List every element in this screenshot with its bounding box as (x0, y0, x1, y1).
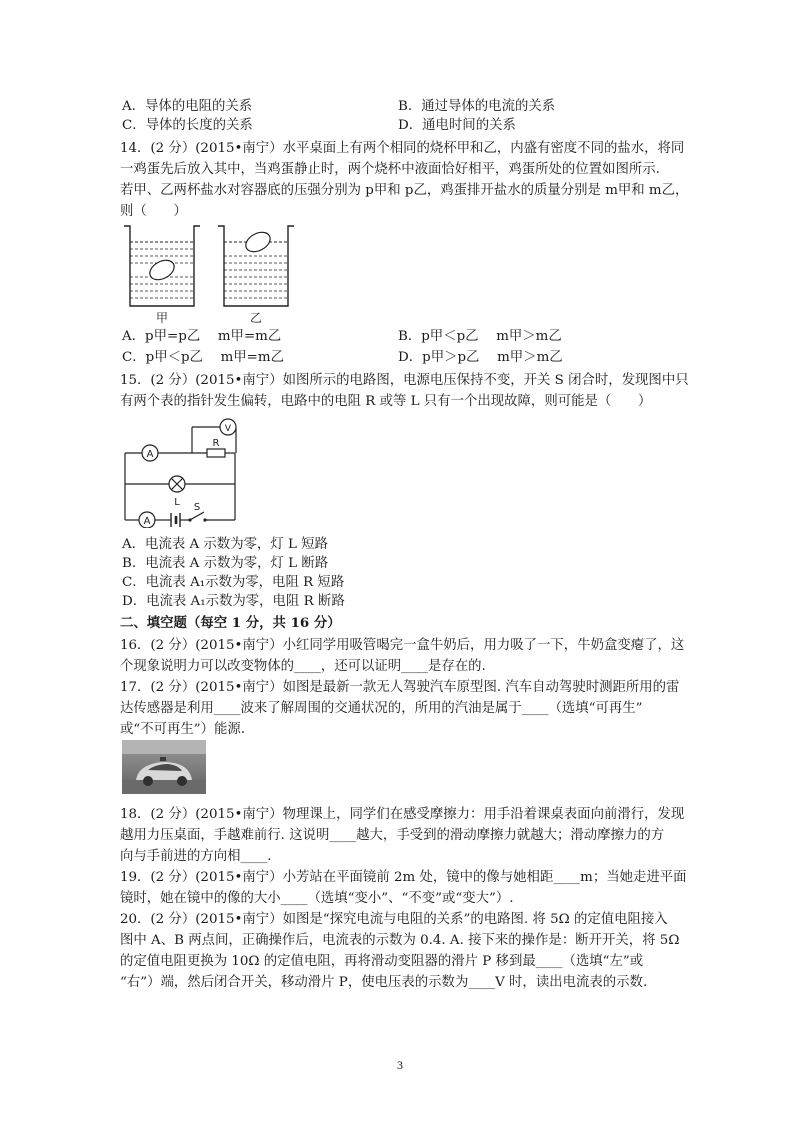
svg-text:V: V (224, 424, 232, 434)
q15-option-d: D．电流表 A₁示数为零，电阻 R 断路 (122, 594, 345, 609)
q15-option-a: A．电流表 A 示数为零，灯 L 短路 (122, 537, 328, 552)
q14-line-2: 一鸡蛋先后放入其中，当鸡蛋静止时，两个烧杯中液面恰好相平，鸡蛋所处的位置如图所示. (120, 162, 660, 177)
egg-jia (147, 256, 178, 283)
q13-option-d: D．通电时间的关系 (398, 118, 516, 133)
q18-line-2: 越用力压桌面，手越难前行. 这说明____越大，手受到的滑动摩擦力就越大；滑动摩擦力的方 (120, 828, 665, 843)
q15-line-1: 15．(2 分）(2015•南宁）如图所示的电路图，电源电压保持不变，开关 S 闭合时，发现图中只 (120, 373, 689, 388)
switch-s (188, 502, 206, 522)
q14-option-d: D．p甲＞p乙 m甲＞m乙 (398, 350, 563, 365)
q20-line-1: 20．(2 分）(2015•南宁）如图是“探究电流与电阻的关系”的电路图. 将 5Ω 的定值电阻接入 (120, 912, 668, 927)
q14-option-b: B．p甲＜p乙 m甲＞m乙 (398, 329, 562, 344)
voltmeter-v (220, 419, 236, 435)
q13-option-a: A．导体的电阻的关系 (122, 99, 253, 114)
q17-line-2: 达传感器是利用____波来了解周围的交通状况的，所用的汽油是属于____（选填“可再生” (120, 701, 643, 716)
q18-line-1: 18．(2 分）(2015•南宁）物理课上，同学们在感受摩擦力：用手沿着课桌表面向前滑行，发现 (120, 807, 685, 822)
q18-line-3: 向与手前进的方向相____. (120, 849, 272, 864)
battery (171, 513, 180, 527)
q16-line-1: 16．(2 分）(2015•南宁）小红同学用吸管喝完一盒牛奶后，用力吸了一下，牛奶盒变瘪了，这 (120, 638, 685, 653)
q20-line-4: “右”）端，然后闭合开关，移动滑片 P，使电压表的示数为____V 时，读出电流表的示数. (120, 975, 648, 990)
resistor-r (207, 438, 225, 457)
beaker-label-jia: 甲 (156, 311, 169, 325)
egg-yi (243, 228, 274, 255)
q14-beaker-figure (118, 222, 298, 327)
q13-option-c: C．导体的长度的关系 (122, 118, 253, 133)
lamp-l (169, 476, 185, 508)
q17-line-3: 或“不可再生”）能源. (120, 722, 246, 737)
q20-line-2: 图中 A、B 两点间，正确操作后，电流表的示数为 0.4. A. 接下来的操作是：断开开关，将 5Ω (120, 933, 680, 948)
beaker-jia (124, 226, 200, 306)
page-number: 3 (397, 1058, 403, 1072)
svg-text:A: A (143, 516, 151, 527)
q14-line-4: 则（ ） (120, 204, 187, 219)
q14-option-a: A．p甲=p乙 m甲=m乙 (122, 329, 282, 344)
svg-text:L: L (174, 497, 180, 508)
q13-option-b: B．通过导体的电流的关系 (398, 99, 556, 114)
q17-line-1: 17．(2 分）(2015•南宁）如图是最新一款无人驾驶汽车原型图. 汽车自动驾驶时测距所用的雷 (120, 680, 680, 695)
ammeter-a (139, 512, 155, 528)
beaker-yi (218, 226, 294, 306)
q15-circuit-diagram (118, 416, 243, 528)
q20-line-3: 的定值电阻更换为 10Ω 的定值电阻，再将滑动变阻器的滑片 P 移到最____（选填“左”或 (120, 954, 644, 969)
q15-option-c: C．电流表 A₁示数为零，电阻 R 短路 (122, 575, 345, 590)
ammeter-a1 (142, 445, 158, 461)
q15-option-b: B．电流表 A 示数为零，灯 L 断路 (122, 556, 329, 571)
beaker-label-yi: 乙 (250, 311, 263, 325)
section-title-fill-blank: 二、填空题（每空 1 分，共 16 分） (120, 615, 341, 631)
q15-line-2: 有两个表的指针发生偏转，电路中的电阻 R 或等 L 只有一个出现故障，则可能是（ ） (120, 394, 652, 409)
q14-option-c: C．p甲＜p乙 m甲=m乙 (122, 350, 284, 365)
q19-line-2: 镜时，她在镜中的像的大小____（选填“变小”、“不变”或“变大”）. (120, 891, 514, 906)
driverless-car-photo (122, 740, 206, 794)
svg-text:A: A (146, 449, 154, 460)
q14-line-1: 14．(2 分）(2015•南宁）水平桌面上有两个相同的烧杯甲和乙，内盛有密度不同的盐水，将同 (120, 141, 685, 156)
svg-text:R: R (212, 438, 220, 449)
q19-line-1: 19．(2 分）(2015•南宁）小芳站在平面镜前 2m 处，镜中的像与她相距____m；当她走进平面 (120, 870, 687, 885)
q14-line-3: 若甲、乙两杯盐水对容器底的压强分别为 p甲和 p乙，鸡蛋排开盐水的质量分别是 m甲和 m乙， (120, 183, 689, 198)
q16-line-2: 个现象说明力可以改变物体的____，还可以证明____是存在的. (120, 659, 486, 674)
svg-text:S: S (193, 502, 201, 513)
